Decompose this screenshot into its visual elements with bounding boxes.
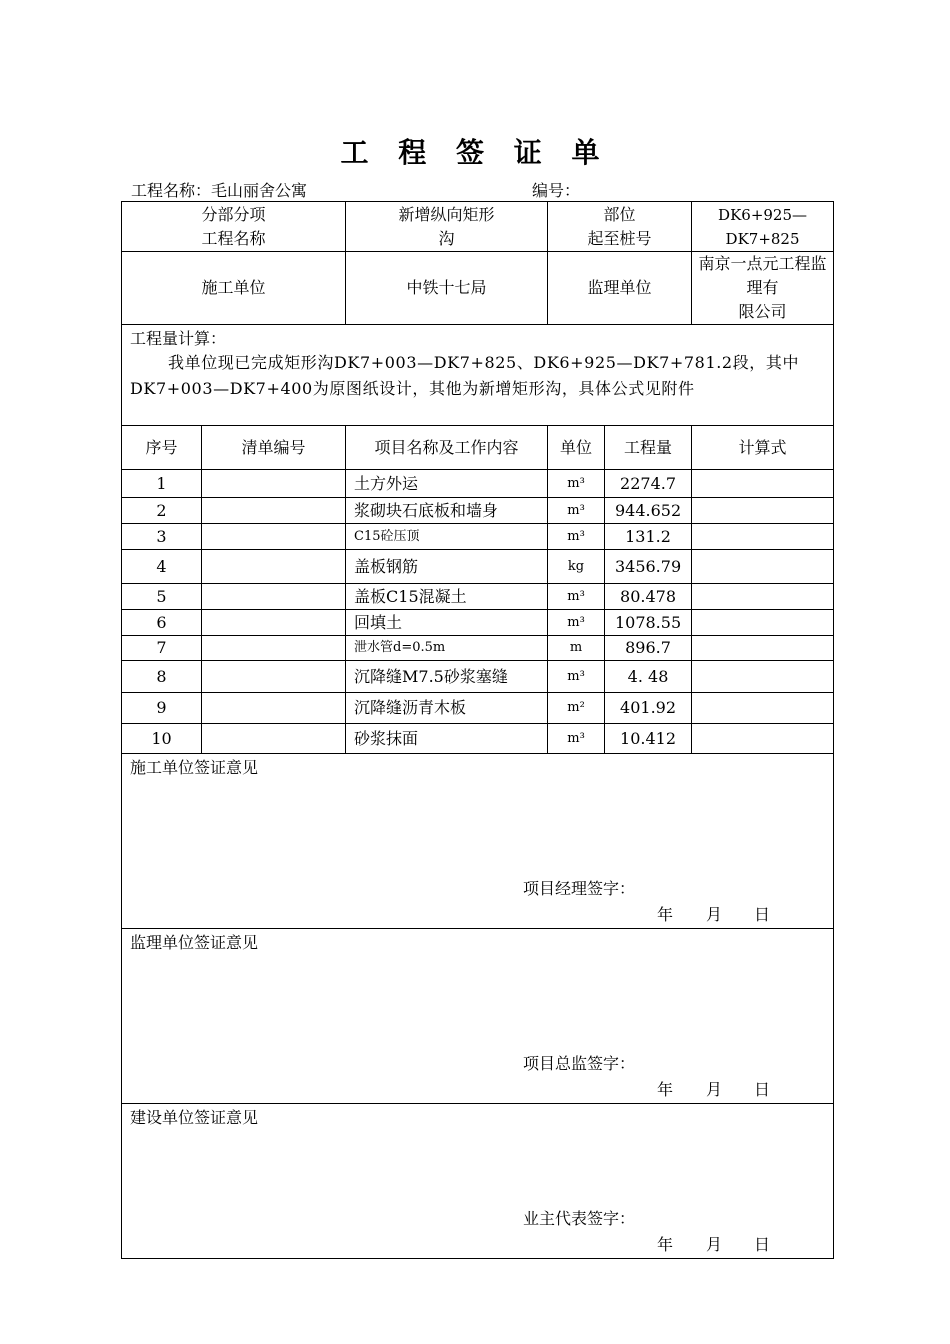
table-header (122, 426, 834, 470)
signoff-section (122, 1104, 834, 1259)
row-formula (692, 724, 834, 754)
project-name: 工程名称：毛山丽舍公寓 (131, 181, 308, 200)
row-unit: m² (548, 693, 605, 724)
table-row (122, 693, 834, 724)
row-formula (692, 584, 834, 610)
date-day: 日 (754, 1235, 771, 1254)
row-code (202, 470, 346, 498)
row-item: 回填土 (346, 610, 548, 636)
row-item: 沉降缝M7.5砂浆塞缝 (346, 661, 548, 693)
col-header: 单位 (548, 426, 605, 470)
row-formula (692, 636, 834, 661)
subproject-value: 新增纵向矩形 沟 (346, 202, 548, 252)
row-code (202, 636, 346, 661)
signoff-label: 监理单位签证意见 (130, 933, 259, 952)
table-row (122, 661, 834, 693)
row-quantity: 401.92 (605, 693, 692, 724)
signer-label: 业主代表签字： (523, 1209, 636, 1228)
row-code (202, 724, 346, 754)
page-title: 工 程 签 证 单 (340, 136, 610, 169)
row-quantity: 10.412 (605, 724, 692, 754)
table-row (122, 498, 834, 524)
row-formula (692, 524, 834, 550)
row-code (202, 550, 346, 584)
row-code (202, 498, 346, 524)
signoff-section (122, 754, 834, 929)
table-row (122, 550, 834, 584)
contractor-label: 施工单位 (122, 252, 346, 325)
row-unit: m (548, 636, 605, 661)
signoff-label: 施工单位签证意见 (130, 758, 259, 777)
table-row (122, 636, 834, 661)
row-quantity: 944.652 (605, 498, 692, 524)
signer-label: 项目经理签字： (523, 879, 636, 898)
row-quantity: 3456.79 (605, 550, 692, 584)
row-number: 2 (122, 498, 202, 524)
row-number: 9 (122, 693, 202, 724)
row-item: C15砼压顶 (346, 524, 548, 550)
row-unit: m³ (548, 724, 605, 754)
date-day: 日 (754, 905, 771, 924)
table-row (122, 470, 834, 498)
row-code (202, 524, 346, 550)
row-code (202, 584, 346, 610)
row-unit: m³ (548, 498, 605, 524)
table-row (122, 610, 834, 636)
col-header: 序号 (122, 426, 202, 470)
row-unit: m³ (548, 584, 605, 610)
row-formula (692, 661, 834, 693)
row-code (202, 610, 346, 636)
row-item: 土方外运 (346, 470, 548, 498)
row-unit: m³ (548, 661, 605, 693)
row-formula (692, 693, 834, 724)
row-quantity: 131.2 (605, 524, 692, 550)
col-header: 计算式 (692, 426, 834, 470)
table-row (122, 724, 834, 754)
row-number: 8 (122, 661, 202, 693)
location-value: DK6+925—DK7+825 (692, 202, 834, 252)
row-formula (692, 610, 834, 636)
row-number: 5 (122, 584, 202, 610)
row-unit: m³ (548, 610, 605, 636)
col-header: 工程量 (605, 426, 692, 470)
row-number: 10 (122, 724, 202, 754)
date-day: 日 (754, 1080, 771, 1099)
row-number: 6 (122, 610, 202, 636)
date-month: 月 (706, 1080, 723, 1099)
row-number: 3 (122, 524, 202, 550)
row-code (202, 693, 346, 724)
supervisor-label: 监理单位 (548, 252, 692, 325)
supervisor-value: 南京一点元工程监理有 限公司 (692, 252, 834, 325)
row-quantity: 2274.7 (605, 470, 692, 498)
date-month: 月 (706, 905, 723, 924)
row-quantity: 1078.55 (605, 610, 692, 636)
table-row (122, 524, 834, 550)
row-quantity: 80.478 (605, 584, 692, 610)
signoff-section (122, 929, 834, 1104)
row-item: 盖板C15混凝土 (346, 584, 548, 610)
date-year: 年 (657, 1080, 674, 1099)
subproject-label: 分部分项 工程名称 (122, 202, 346, 252)
location-label: 部位 起至桩号 (548, 202, 692, 252)
form-number-label: 编号： (532, 181, 581, 200)
quantity-calculation: 工程量计算： 我单位现已完成矩形沟DK7+003—DK7+825、DK6+925—DK7+781.2段，其中DK7+003—DK7+400为原图纸设计，其他为新增矩形沟，具体公式见附件 (122, 325, 834, 426)
visa-table (121, 201, 834, 1259)
row-number: 7 (122, 636, 202, 661)
row-code (202, 661, 346, 693)
contractor-value: 中铁十七局 (346, 252, 548, 325)
row-item: 泄水管d=0.5m (346, 636, 548, 661)
row-formula (692, 550, 834, 584)
row-formula (692, 498, 834, 524)
signer-label: 项目总监签字： (523, 1054, 636, 1073)
table-row (122, 584, 834, 610)
row-item: 浆砌块石底板和墙身 (346, 498, 548, 524)
row-item: 沉降缝沥青木板 (346, 693, 548, 724)
row-item: 盖板钢筋 (346, 550, 548, 584)
row-quantity: 896.7 (605, 636, 692, 661)
row-formula (692, 470, 834, 498)
row-quantity: 4. 48 (605, 661, 692, 693)
col-header: 清单编号 (202, 426, 346, 470)
signoff-label: 建设单位签证意见 (130, 1108, 259, 1127)
date-year: 年 (657, 905, 674, 924)
row-unit: m³ (548, 470, 605, 498)
row-unit: m³ (548, 524, 605, 550)
row-unit: kg (548, 550, 605, 584)
col-header: 项目名称及工作内容 (346, 426, 548, 470)
row-number: 1 (122, 470, 202, 498)
date-year: 年 (657, 1235, 674, 1254)
date-month: 月 (706, 1235, 723, 1254)
row-item: 砂浆抹面 (346, 724, 548, 754)
row-number: 4 (122, 550, 202, 584)
